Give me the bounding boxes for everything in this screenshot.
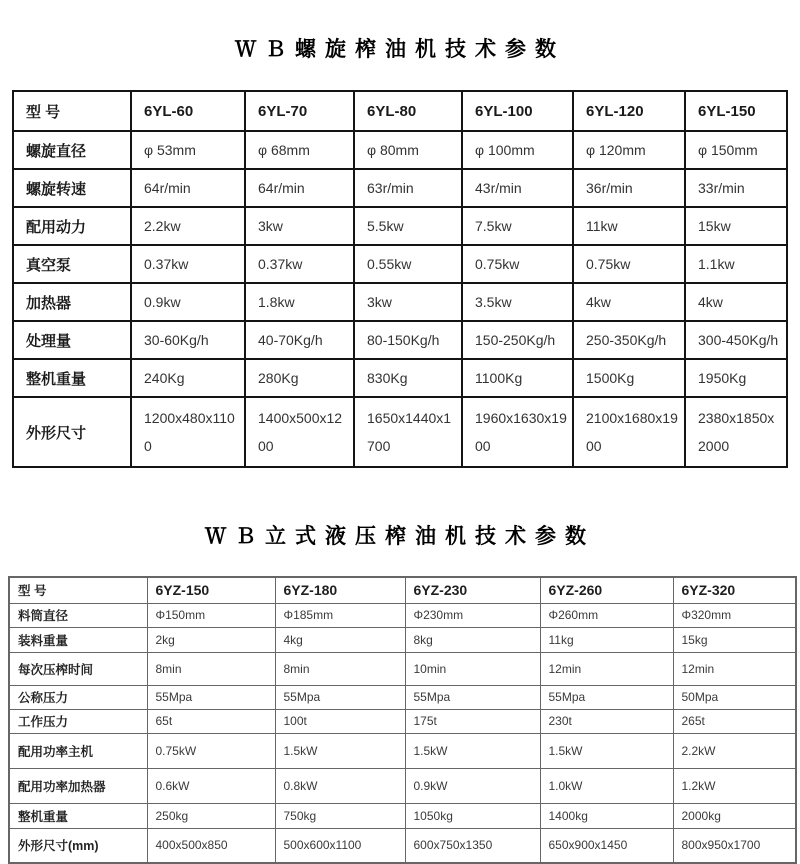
- spec-value-cell: 650x900x1450: [540, 828, 673, 863]
- model-column-header: 6YL-150: [685, 91, 787, 131]
- spec-row-label: 整机重量: [13, 359, 131, 397]
- spec-value-cell: 80-150Kg/h: [354, 321, 462, 359]
- model-column-header: 6YL-70: [245, 91, 354, 131]
- header-row: [13, 91, 787, 131]
- spec-value-cell: 240Kg: [131, 359, 245, 397]
- spec-value-cell: 250-350Kg/h: [573, 321, 685, 359]
- spec-value-cell: 750kg: [275, 803, 405, 828]
- spec-value-cell: 0.37kw: [245, 245, 354, 283]
- spec-row: [13, 283, 787, 321]
- spec-row: [13, 131, 787, 169]
- model-label-header: 型 号: [13, 91, 131, 131]
- spec-row-label: 外形尺寸(mm): [9, 828, 147, 863]
- model-column-header: 6YZ-230: [405, 577, 540, 603]
- spec-value-cell: 12min: [673, 652, 796, 685]
- spec-value-cell: 64r/min: [131, 169, 245, 207]
- spec-value-cell: 1950Kg: [685, 359, 787, 397]
- spec-value-cell: 0.75kw: [462, 245, 573, 283]
- spec-value-cell: φ 150mm: [685, 131, 787, 169]
- spec-value-cell: Φ185mm: [275, 603, 405, 627]
- model-column-header: 6YZ-320: [673, 577, 796, 603]
- spec-value-cell: 55Mpa: [405, 685, 540, 709]
- spec-value-cell: 11kg: [540, 627, 673, 652]
- spec-value-cell: 1960x1630x1900: [462, 397, 573, 467]
- spec-value-cell: 63r/min: [354, 169, 462, 207]
- hydraulic-press-table-title: ＷＢ立式液压榨油机技术参数: [205, 525, 595, 548]
- spec-row: [9, 768, 796, 803]
- spec-value-cell: 7.5kw: [462, 207, 573, 245]
- spec-row: [9, 828, 796, 863]
- spec-value-cell: 1.1kw: [685, 245, 787, 283]
- spec-value-cell: 15kw: [685, 207, 787, 245]
- spec-row: [13, 359, 787, 397]
- spec-row-label: 螺旋转速: [13, 169, 131, 207]
- spec-value-cell: 0.6kW: [147, 768, 275, 803]
- spec-value-cell: 64r/min: [245, 169, 354, 207]
- header-row: [9, 577, 796, 603]
- spec-value-cell: 8min: [147, 652, 275, 685]
- screw-press-spec-table: [12, 90, 788, 468]
- spec-value-cell: 2380x1850x2000: [685, 397, 787, 467]
- spec-value-cell: 265t: [673, 709, 796, 733]
- spec-value-cell: 3kw: [245, 207, 354, 245]
- spec-row: [9, 709, 796, 733]
- spec-row-label: 公称压力: [9, 685, 147, 709]
- spec-row: [9, 627, 796, 652]
- spec-row-label: 装料重量: [9, 627, 147, 652]
- spec-value-cell: 3.5kw: [462, 283, 573, 321]
- spec-value-cell: φ 68mm: [245, 131, 354, 169]
- spec-value-cell: 1500Kg: [573, 359, 685, 397]
- hydraulic-press-table-header: [9, 577, 796, 603]
- spec-value-cell: φ 53mm: [131, 131, 245, 169]
- spec-value-cell: 2kg: [147, 627, 275, 652]
- spec-value-cell: 0.9kW: [405, 768, 540, 803]
- spec-row-label: 每次压榨时间: [9, 652, 147, 685]
- spec-value-cell: 36r/min: [573, 169, 685, 207]
- spec-value-cell: 8kg: [405, 627, 540, 652]
- spec-value-cell: 8min: [275, 652, 405, 685]
- spec-value-cell: 830Kg: [354, 359, 462, 397]
- spec-value-cell: 1.8kw: [245, 283, 354, 321]
- spec-value-cell: 55Mpa: [147, 685, 275, 709]
- spec-value-cell: 1.2kW: [673, 768, 796, 803]
- screw-press-table-body: [13, 131, 787, 467]
- spec-value-cell: 250kg: [147, 803, 275, 828]
- spec-value-cell: 30-60Kg/h: [131, 321, 245, 359]
- spec-row: [13, 397, 787, 467]
- spec-row-label: 外形尺寸: [13, 397, 131, 467]
- screw-press-table-header: [13, 91, 787, 131]
- spec-value-cell: 230t: [540, 709, 673, 733]
- spec-value-cell: Φ150mm: [147, 603, 275, 627]
- spec-row-label: 加热器: [13, 283, 131, 321]
- spec-value-cell: 0.8kW: [275, 768, 405, 803]
- spec-row-label: 真空泵: [13, 245, 131, 283]
- spec-row-label: 配用功率主机: [9, 733, 147, 768]
- spec-row-label: 螺旋直径: [13, 131, 131, 169]
- spec-value-cell: 4kg: [275, 627, 405, 652]
- model-column-header: 6YZ-180: [275, 577, 405, 603]
- spec-value-cell: 33r/min: [685, 169, 787, 207]
- model-column-header: 6YL-120: [573, 91, 685, 131]
- spec-value-cell: 1.5kW: [540, 733, 673, 768]
- spec-value-cell: 1200x480x1100: [131, 397, 245, 467]
- spec-row: [13, 207, 787, 245]
- spec-value-cell: 65t: [147, 709, 275, 733]
- spec-value-cell: 0.9kw: [131, 283, 245, 321]
- spec-row: [13, 169, 787, 207]
- spec-value-cell: 0.37kw: [131, 245, 245, 283]
- spec-value-cell: 11kw: [573, 207, 685, 245]
- spec-value-cell: 5.5kw: [354, 207, 462, 245]
- hydraulic-press-table-body: [9, 603, 796, 863]
- spec-row: [9, 803, 796, 828]
- spec-value-cell: 1100Kg: [462, 359, 573, 397]
- spec-value-cell: φ 120mm: [573, 131, 685, 169]
- spec-value-cell: 175t: [405, 709, 540, 733]
- spec-value-cell: 0.55kw: [354, 245, 462, 283]
- spec-value-cell: 0.75kW: [147, 733, 275, 768]
- spec-row: [9, 652, 796, 685]
- spec-value-cell: 500x600x1100: [275, 828, 405, 863]
- spec-row-label: 工作压力: [9, 709, 147, 733]
- spec-row: [13, 321, 787, 359]
- spec-value-cell: 150-250Kg/h: [462, 321, 573, 359]
- spec-value-cell: 2.2kw: [131, 207, 245, 245]
- spec-value-cell: 2.2kW: [673, 733, 796, 768]
- spec-value-cell: 4kw: [573, 283, 685, 321]
- model-column-header: 6YL-60: [131, 91, 245, 131]
- spec-value-cell: 43r/min: [462, 169, 573, 207]
- spec-value-cell: 40-70Kg/h: [245, 321, 354, 359]
- spec-value-cell: 10min: [405, 652, 540, 685]
- spec-value-cell: 4kw: [685, 283, 787, 321]
- spec-value-cell: φ 80mm: [354, 131, 462, 169]
- spec-row-label: 配用功率加热器: [9, 768, 147, 803]
- spec-value-cell: 100t: [275, 709, 405, 733]
- spec-value-cell: 50Mpa: [673, 685, 796, 709]
- spec-value-cell: 1050kg: [405, 803, 540, 828]
- spec-value-cell: 600x750x1350: [405, 828, 540, 863]
- model-column-header: 6YZ-260: [540, 577, 673, 603]
- spec-value-cell: 3kw: [354, 283, 462, 321]
- spec-value-cell: 12min: [540, 652, 673, 685]
- spec-value-cell: 1.5kW: [275, 733, 405, 768]
- spec-value-cell: 1400kg: [540, 803, 673, 828]
- spec-value-cell: 1.0kW: [540, 768, 673, 803]
- model-label-header: 型 号: [9, 577, 147, 603]
- spec-value-cell: 0.75kw: [573, 245, 685, 283]
- spec-value-cell: 800x950x1700: [673, 828, 796, 863]
- model-column-header: 6YZ-150: [147, 577, 275, 603]
- spec-value-cell: φ 100mm: [462, 131, 573, 169]
- spec-value-cell: 300-450Kg/h: [685, 321, 787, 359]
- spec-value-cell: Φ230mm: [405, 603, 540, 627]
- spec-row: [9, 685, 796, 709]
- model-column-header: 6YL-80: [354, 91, 462, 131]
- model-column-header: 6YL-100: [462, 91, 573, 131]
- spec-row: [9, 733, 796, 768]
- spec-value-cell: Φ320mm: [673, 603, 796, 627]
- hydraulic-press-spec-table: [8, 576, 797, 864]
- spec-row-label: 料筒直径: [9, 603, 147, 627]
- spec-row: [9, 603, 796, 627]
- spec-value-cell: 55Mpa: [540, 685, 673, 709]
- spec-row-label: 处理量: [13, 321, 131, 359]
- spec-value-cell: 280Kg: [245, 359, 354, 397]
- spec-value-cell: 1400x500x1200: [245, 397, 354, 467]
- spec-value-cell: Φ260mm: [540, 603, 673, 627]
- spec-row-label: 整机重量: [9, 803, 147, 828]
- spec-value-cell: 1650x1440x1700: [354, 397, 462, 467]
- spec-value-cell: 55Mpa: [275, 685, 405, 709]
- spec-row-label: 配用动力: [13, 207, 131, 245]
- spec-value-cell: 1.5kW: [405, 733, 540, 768]
- spec-value-cell: 2000kg: [673, 803, 796, 828]
- spec-value-cell: 2100x1680x1900: [573, 397, 685, 467]
- spec-value-cell: 15kg: [673, 627, 796, 652]
- screw-press-table-title: ＷＢ螺旋榨油机技术参数: [235, 38, 565, 61]
- spec-value-cell: 400x500x850: [147, 828, 275, 863]
- spec-row: [13, 245, 787, 283]
